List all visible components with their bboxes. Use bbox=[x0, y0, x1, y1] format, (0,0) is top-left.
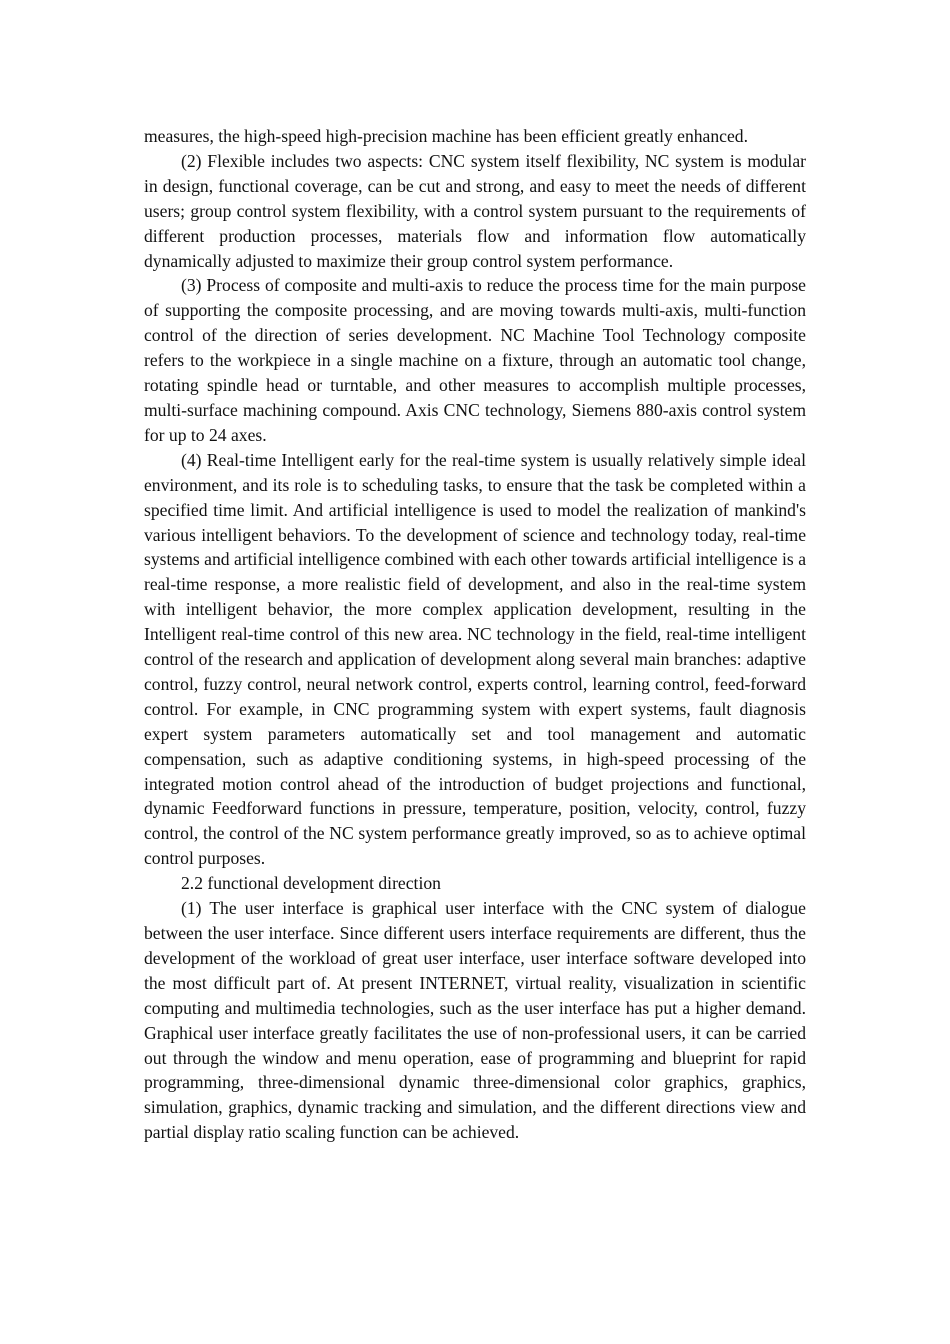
document-page bbox=[144, 124, 806, 1145]
paragraph-user-interface: (1) The user interface is graphical user interface with the CNC system of dialogue between the user interface. Since different users interface requirements are different, thus the development of the workload of great user interface, user interface software developed into the most difficult part of. At present INTERNET, virtual reality, visualization in scientific computing and multimedia technologies, such as the user interface has put a higher demand. Graphical user interface greatly facilitates the use of non-professional users, it can be carried out through the window and menu operation, ease of programming and blueprint for rapid programming, three-dimensional dynamic three-dimensional color graphics, graphics, simulation, graphics, dynamic tracking and simulation, and the different directions view and partial display ratio scaling function can be achieved. bbox=[144, 898, 806, 1143]
paragraph-flexible: (2) Flexible includes two aspects: CNC system itself flexibility, NC system is modular in design, functional coverage, can be cut and strong, and easy to meet the needs of different users; group control system flexibility, with a control system pursuant to the requirements of different production processes, materials flow and information flow automatically dynamically adjusted to maximize their group control system performance. bbox=[144, 150, 806, 271]
paragraph-composite-multi-axis: (3) Process of composite and multi-axis to reduce the process time for the main purpose of supporting the composite processing, and are moving towards multi-axis, multi-function control of the direction of series development. NC Machine Tool Technology composite refers to the workpiece in a single machine on a fixture, through an automatic tool change, rotating spindle head or turntable, and other measures to accomplish multiple processes, multi-surface machining compound. Axis CNC technology, Siemens 880-axis control system for up to 24 axes. bbox=[144, 275, 806, 445]
paragraph-real-time-intelligent: (4) Real-time Intelligent early for the real-time system is usually relatively simple ideal environment, and its role is to scheduling tasks, to ensure that the task be completed within a specified time limit. And artificial intelligence is used to model the realization of mankind's various intelligent behaviors. To the development of science and technology today, real-time systems and artificial intelligence combined with each other towards artificial intelligence is a real-time response, a more realistic field of development, and also in the real-time system with intelligent behavior, the more complex application development, resulting in the Intelligent real-time control of this new area. NC technology in the field, real-time intelligent control of the research and application of development along several main branches: adaptive control, fuzzy control, neural network control, experts control, learning control, feed-forward control. For example, in CNC programming system with expert systems, fault diagnosis expert system parameters automatically set and tool management and automatic compensation, such as adaptive conditioning systems, in high-speed processing of the integrated motion control ahead of the introduction of budget projections and functional, dynamic Feedforward functions in pressure, temperature, position, velocity, control, fuzzy control, the control of the NC system performance greatly improved, so as to achieve optimal control purposes. bbox=[144, 449, 806, 869]
section-heading-2-2: 2.2 functional development direction bbox=[181, 873, 441, 894]
paragraph-continuation: measures, the high-speed high-precision machine has been efficient greatly enhanced. bbox=[144, 126, 748, 146]
